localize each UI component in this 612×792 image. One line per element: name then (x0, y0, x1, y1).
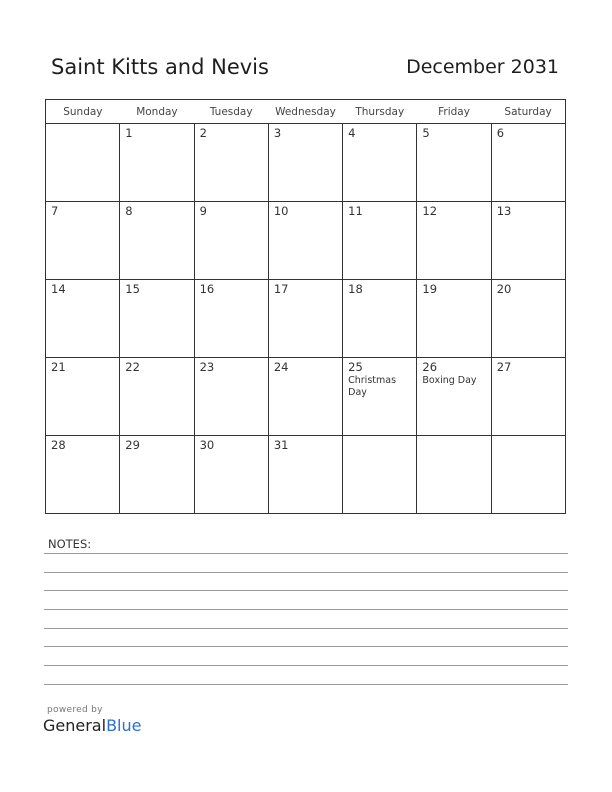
day-cell (268, 124, 342, 202)
day-number: 29 (125, 438, 140, 452)
day-cell (491, 358, 565, 436)
week-row (46, 280, 566, 358)
day-cell (417, 358, 491, 436)
day-cell (194, 202, 268, 280)
day-cell (120, 124, 194, 202)
week-row (46, 202, 566, 280)
day-number: 7 (51, 204, 59, 218)
day-number: 26 (422, 360, 438, 374)
week-row (46, 124, 566, 202)
day-cell (417, 202, 491, 280)
day-cell (343, 280, 417, 358)
weekday-wednesday: Wednesday (268, 100, 342, 124)
day-number: 6 (496, 126, 505, 140)
day-number: 31 (273, 438, 289, 452)
note-line (44, 609, 568, 610)
day-number: 28 (51, 438, 66, 452)
day-cell (268, 202, 342, 280)
calendar-grid (45, 99, 566, 514)
note-line (44, 590, 568, 591)
empty-day-cell (417, 436, 491, 514)
day-number: 22 (125, 360, 140, 374)
holiday-label: Boxing Day (422, 375, 477, 386)
day-cell (194, 124, 268, 202)
note-line (44, 628, 568, 629)
day-cell (417, 280, 491, 358)
brand-general-text: General (43, 716, 107, 735)
day-number: 4 (348, 126, 356, 140)
calendar-month-title: December 2031 (406, 56, 559, 78)
brand-blue-text: Blue (106, 716, 142, 735)
day-number: 25 (348, 360, 363, 374)
day-cell (120, 436, 194, 514)
day-cell (343, 202, 417, 280)
day-cell (120, 202, 194, 280)
day-number: 2 (199, 126, 207, 140)
note-line (44, 553, 568, 554)
day-number: 20 (496, 282, 512, 296)
empty-day-cell (46, 124, 120, 202)
empty-day-cell (343, 436, 417, 514)
weekday-monday: Monday (120, 100, 194, 124)
day-number: 21 (51, 360, 66, 374)
day-cell (46, 358, 120, 436)
calendar-weeks (46, 124, 566, 514)
day-cell (417, 124, 491, 202)
day-cell (268, 436, 342, 514)
weekday-tuesday: Tuesday (194, 100, 268, 124)
day-cell (194, 436, 268, 514)
day-number: 3 (273, 126, 282, 140)
day-number: 18 (348, 282, 363, 296)
holiday-label: Christmas Day (348, 375, 397, 398)
day-cell (46, 280, 120, 358)
day-number: 23 (199, 360, 215, 374)
day-number: 15 (125, 282, 140, 296)
day-number: 30 (199, 438, 215, 452)
day-number: 9 (199, 204, 207, 218)
week-row (46, 358, 566, 436)
day-number: 12 (422, 204, 438, 218)
note-line (44, 684, 568, 685)
weekday-thursday: Thursday (343, 100, 417, 124)
day-number: 5 (422, 126, 430, 140)
day-number: 10 (273, 204, 289, 218)
day-cell (268, 358, 342, 436)
day-cell (343, 124, 417, 202)
day-number: 13 (496, 204, 512, 218)
week-row (46, 436, 566, 514)
day-number: 11 (348, 204, 363, 218)
day-cell (343, 358, 417, 436)
day-number: 16 (199, 282, 215, 296)
day-cell (268, 280, 342, 358)
calendar-country-title: Saint Kitts and Nevis (51, 55, 269, 79)
empty-day-cell (491, 436, 565, 514)
notes-label: NOTES: (48, 537, 92, 551)
day-cell (194, 358, 268, 436)
note-line (44, 572, 568, 573)
day-cell (120, 358, 194, 436)
day-number: 14 (51, 282, 66, 296)
day-number: 8 (125, 204, 133, 218)
day-number: 17 (273, 282, 289, 296)
weekday-header-row (46, 100, 566, 124)
weekday-saturday: Saturday (491, 100, 565, 124)
powered-by-text: powered by (47, 705, 103, 715)
day-number: 19 (422, 282, 438, 296)
note-line (44, 646, 568, 647)
day-number: 27 (496, 360, 512, 374)
day-number: 1 (125, 126, 133, 140)
day-cell (491, 202, 565, 280)
day-cell (491, 124, 565, 202)
note-line (44, 665, 568, 666)
weekday-sunday: Sunday (46, 100, 120, 124)
day-number: 24 (273, 360, 289, 374)
day-cell (491, 280, 565, 358)
day-cell (120, 280, 194, 358)
day-cell (46, 202, 120, 280)
generalblue-logo[interactable] (43, 716, 141, 735)
weekday-friday: Friday (417, 100, 491, 124)
day-cell (194, 280, 268, 358)
day-cell (46, 436, 120, 514)
